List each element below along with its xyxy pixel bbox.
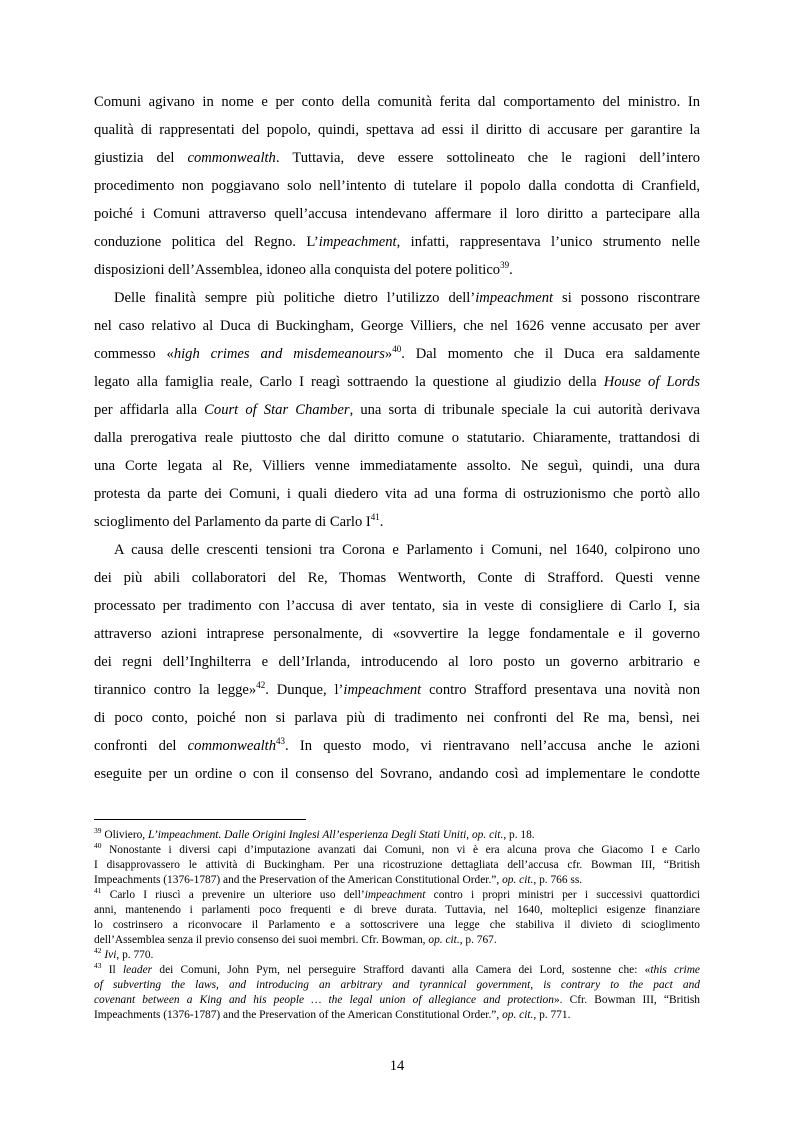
body-line: A causa delle crescenti tensioni tra Corona e Parlamento i Comuni, nel 1640, colpirono uno [114, 542, 700, 558]
body-line: una Corte legata al Re, Villiers venne immediatamente assolto. Ne seguì, quindi, una dura [94, 458, 700, 474]
body-line: tirannico contro la legge»$^{42}$. Dunque, l’impeachment contro Strafford presentava una novità non [94, 680, 700, 698]
footnote-separator [94, 819, 306, 820]
footnote-42: $^{42}$ Ivi, p. 770. [94, 946, 154, 961]
footnote-43: $^{43}$ Il leader dei Comuni, John Pym, nel perseguire Strafford davanti alla Camera dei Lord, sostenne che: «this crime [94, 961, 700, 976]
body-line: dei regni dell’Inghilterra e dell’Irlanda, introducendo al loro posto un governo arbitrario e [94, 654, 700, 670]
body-line: dei più abili collaboratori del Re, Thomas Wentworth, Conte di Strafford. Questi venne [94, 570, 700, 586]
body-line: legato alla famiglia reale, Carlo I reagì sottraendo la questione al giudizio della House of Lords [94, 374, 700, 390]
footnote-line: I disapprovassero le attività di Buckingham. Per una ricostruzione dettagliata dell’accusa cfr. Bowman III, “British [94, 859, 700, 871]
body-line: attraverso azioni intraprese personalmente, di «sovvertire la legge fondamentale e il governo [94, 626, 700, 642]
body-line: processato per tradimento con l’accusa di aver tentato, sia in veste di consigliere di Carlo I, sia [94, 598, 700, 614]
body-line: conduzione politica del Regno. L’impeachment, infatti, rappresentava l’unico strumento nelle [94, 234, 700, 250]
footnote-line: Impeachments (1376-1787) and the Preservation of the American Constitutional Order.”, op. cit., p. 771. [94, 1009, 571, 1021]
footnote-40: $^{40}$ Nonostante i diversi capi d’imputazione avanzati dai Comuni, non vi è era alcuna prova che Giacomo I e Carlo [94, 841, 700, 856]
body-line: confronti del commonwealth$^{43}$. In questo modo, vi rientravano nell’accusa anche le azioni [94, 736, 701, 754]
body-line: protesta da parte dei Comuni, i quali diedero vita ad una forma di ostruzionismo che portò allo [94, 486, 700, 502]
page-number: 14 [389, 1058, 405, 1074]
body-line: poiché i Comuni attraverso quell’accusa intendevano affermare il loro diritto a partecipare alla [94, 206, 700, 222]
footnote-ref: 41 [370, 512, 380, 523]
footnote-41: $^{41}$ Carlo I riuscì a prevenire un ulteriore uso dell’impeachment contro i propri ministri per i successivi quattordici [94, 886, 701, 901]
footnote-line: anni, mantenendo i parlamenti poco frequenti e di breve durata. Tuttavia, nel 1640, molteplici esigenze finanziare [94, 904, 700, 916]
footnote-line: dell’Assemblea senza il previo consenso dei suoi membri. Cfr. Bowman, op. cit., p. 767. [94, 934, 497, 946]
body-line: procedimento non poggiavano solo nell’intento di tutelare il popolo dalla condotta di Cranfield, [94, 178, 700, 194]
body-line: per affidarla alla Court of Star Chamber, una sorta di tribunale speciale la cui autorità derivava [94, 402, 700, 418]
footnote-ref: 40 [392, 344, 402, 355]
body-line: giustizia del commonwealth. Tuttavia, deve essere sottolineato che le ragioni dell’intero [94, 150, 700, 166]
body-line: Comuni agivano in nome e per conto della comunità ferita dal comportamento del ministro. In [94, 94, 700, 110]
body-line: disposizioni dell’Assemblea, idoneo alla conquista del potere politico$^{39}$. [94, 260, 513, 278]
footnote-line: Impeachments (1376-1787) and the Preservation of the American Constitutional Order.”, op. cit., p. 766 ss. [94, 874, 583, 886]
body-line: eseguite per un ordine o con il consenso del Sovrano, andando così ad implementare le condotte [94, 766, 700, 782]
body-line: commesso «high crimes and misdemeanours»$^{40}$. Dal momento che il Duca era saldamente [94, 344, 700, 362]
body-line: nel caso relativo al Duca di Buckingham, George Villiers, che nel 1626 venne accusato per aver [94, 318, 700, 334]
body-line: di poco conto, poiché non si parlava più di tradimento nei confronti del Re ma, bensì, nei [94, 710, 700, 726]
footnote-line: lo costrinsero a riconvocare il Parlamento e a sottoscrivere una legge che stabiliva il divieto di scioglimento [94, 919, 700, 931]
footnote-ref: 39 [500, 260, 510, 271]
body-line: dalla prerogativa reale piuttosto che dal diritto comune o statutario. Chiaramente, trattandosi di [94, 430, 700, 446]
footnote-line: of subverting the laws, and introducing an arbitrary and tyrannical government, is contrary to the pact and [94, 979, 700, 991]
footnote-line: covenant between a King and his people … the legal union of allegiance and protection». Cfr. Bowman III, “British [94, 994, 700, 1006]
footnote-39: $^{39}$ Oliviero, L’impeachment. Dalle Origini Inglesi All’esperienza Degli Stati Uniti, op. cit., p. 18. [94, 826, 535, 841]
body-line: Delle finalità sempre più politiche dietro l’utilizzo dell’impeachment si possono riscontrare [114, 290, 701, 306]
body-line: qualità di rappresentati del popolo, quindi, spettava ad essi il diritto di accusare per garantire la [94, 122, 700, 138]
footnote-ref: 42 [256, 680, 266, 691]
footnote-ref: 43 [276, 736, 286, 747]
body-line: scioglimento del Parlamento da parte di Carlo $I^{41}$. [94, 512, 384, 530]
